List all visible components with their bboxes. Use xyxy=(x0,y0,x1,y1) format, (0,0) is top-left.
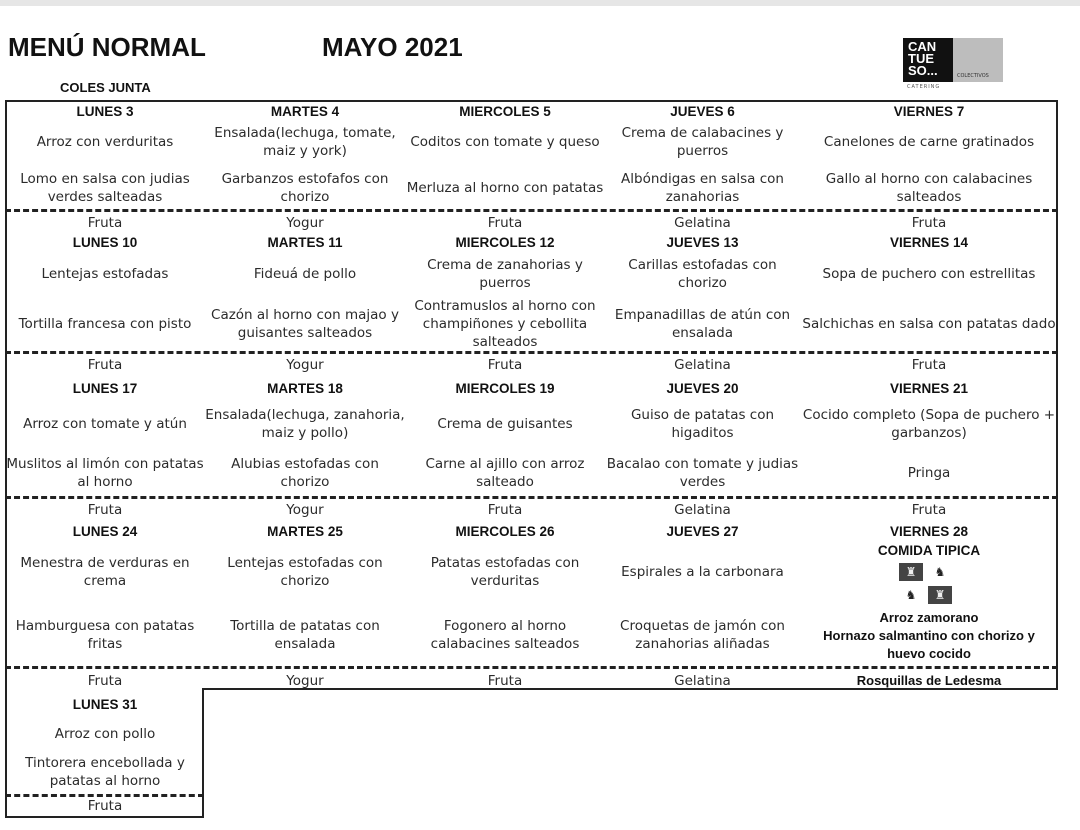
cantueso-logo xyxy=(903,38,1003,90)
second-course: Pringa xyxy=(907,465,951,481)
logo-mark xyxy=(903,38,953,82)
day-label: LUNES 24 xyxy=(72,524,138,539)
first-course: Espirales a la carbonara xyxy=(621,564,784,580)
day-label: LUNES 3 xyxy=(76,104,134,119)
dessert: Fruta xyxy=(487,502,523,518)
subtitle: COLES JUNTA xyxy=(60,80,151,95)
first-course: Crema de guisantes xyxy=(437,416,573,432)
week-separator xyxy=(5,794,204,797)
day-label: LUNES 31 xyxy=(72,697,138,712)
day-label: MIERCOLES 26 xyxy=(455,524,555,539)
second-course: Alubias estofadas con chorizo xyxy=(231,456,379,490)
first-course: Guiso de patatas con higaditos xyxy=(630,407,775,441)
day-label: LUNES 10 xyxy=(72,235,138,250)
dessert: Fruta xyxy=(87,357,123,373)
day-label: VIERNES 28 xyxy=(889,524,969,539)
dessert: Fruta xyxy=(911,502,947,518)
second-course: Salchichas en salsa con patatas dado xyxy=(802,316,1056,332)
castle-icon: ♜ xyxy=(928,586,952,604)
first-course: Arroz con tomate y atún xyxy=(23,416,187,432)
dessert: Yogur xyxy=(286,357,324,373)
logo-line: CAN xyxy=(908,39,937,54)
dessert: Fruta xyxy=(87,215,123,231)
second-course: Hornazo salmantino con chorizo y huevo cocido xyxy=(823,628,1035,661)
first-course: Fideuá de pollo xyxy=(253,266,357,282)
first-course: Lentejas estofadas con chorizo xyxy=(227,555,383,589)
second-course: Bacalao con tomate y judias verdes xyxy=(606,456,799,490)
day-label: JUEVES 20 xyxy=(666,381,739,396)
dessert: Fruta xyxy=(487,215,523,231)
dessert: Fruta xyxy=(487,357,523,373)
day-label: MARTES 4 xyxy=(270,104,340,119)
dessert: Fruta xyxy=(87,673,123,689)
dessert: Fruta xyxy=(87,798,123,814)
week-separator xyxy=(5,666,1058,669)
second-course: Fogonero al horno calabacines salteados xyxy=(430,618,580,652)
second-course: Tintorera encebollada y patatas al horno xyxy=(25,755,185,789)
dessert: Yogur xyxy=(286,215,324,231)
second-course: Carne al ajillo con arroz salteado xyxy=(425,456,585,490)
menu-title: MENÚ NORMAL xyxy=(8,32,206,62)
day-label: MIERCOLES 19 xyxy=(455,381,555,396)
dessert: Fruta xyxy=(487,673,523,689)
castle-icon: ♜ xyxy=(899,563,923,581)
second-course: Gallo al horno con calabacines salteados xyxy=(825,171,1033,205)
day-label: MIERCOLES 5 xyxy=(459,104,551,119)
week-separator xyxy=(5,351,1058,354)
week-separator xyxy=(5,496,1058,499)
first-course: Carillas estofadas con chorizo xyxy=(628,257,777,291)
day-label: JUEVES 27 xyxy=(666,524,739,539)
day-label: MIERCOLES 12 xyxy=(455,235,555,250)
second-course: Empanadillas de atún con ensalada xyxy=(614,307,791,341)
dessert: Fruta xyxy=(911,357,947,373)
second-course: Hamburguesa con patatas fritas xyxy=(15,618,195,652)
week-separator xyxy=(5,209,1058,212)
second-course: Contramuslos al horno con champiñones y cebollita salteados xyxy=(414,298,596,350)
first-course: Canelones de carne gratinados xyxy=(823,134,1035,150)
day-label: MARTES 11 xyxy=(267,235,343,250)
day-label: JUEVES 6 xyxy=(670,104,735,119)
logo-line: SO... xyxy=(908,63,938,78)
first-course: Crema de zanahorias y puerros xyxy=(427,257,583,291)
day-label: MARTES 25 xyxy=(267,524,343,539)
second-course: Cazón al horno con majao y guisantes salteados xyxy=(211,307,399,341)
dessert: Rosquillas de Ledesma xyxy=(856,673,1002,688)
first-course: Ensalada(lechuga, tomate, maiz y york) xyxy=(214,125,396,159)
dessert: Fruta xyxy=(911,215,947,231)
day-label: VIERNES 14 xyxy=(889,235,969,250)
special-title: COMIDA TIPICA xyxy=(877,543,981,558)
lion-icon: ♞ xyxy=(899,586,923,604)
first-course: Lentejas estofadas xyxy=(41,266,169,282)
first-course: Crema de calabacines y puerros xyxy=(621,125,784,159)
first-course: Cocido completo (Sopa de puchero + garbanzos) xyxy=(802,407,1056,441)
second-course: Croquetas de jamón con zanahorias aliñadas xyxy=(620,618,785,652)
day-label: VIERNES 21 xyxy=(889,381,969,396)
second-course: Tortilla francesa con pisto xyxy=(18,316,192,332)
first-course: Menestra de verduras en crema xyxy=(20,555,190,589)
first-course: Arroz con verduritas xyxy=(36,134,174,150)
day-label: LUNES 17 xyxy=(72,381,138,396)
first-course: Arroz zamorano xyxy=(879,610,979,625)
dessert: Gelatina xyxy=(674,502,731,518)
lion-icon: ♞ xyxy=(928,563,952,581)
castilla-leon-flag xyxy=(898,562,960,608)
logo-subtext: COLECTIVOS xyxy=(957,73,989,79)
first-course: Sopa de puchero con estrellitas xyxy=(822,266,1036,282)
dessert: Fruta xyxy=(87,502,123,518)
dessert: Gelatina xyxy=(674,357,731,373)
first-course: Arroz con pollo xyxy=(54,726,156,742)
day-label: VIERNES 7 xyxy=(893,104,965,119)
second-course: Garbanzos estofafos con chorizo xyxy=(221,171,389,205)
day-label: JUEVES 13 xyxy=(666,235,739,250)
first-course: Ensalada(lechuga, zanahoria, maiz y pollo) xyxy=(205,407,405,441)
second-course: Muslitos al limón con patatas al horno xyxy=(6,456,204,490)
top-bar xyxy=(0,0,1080,6)
first-course: Patatas estofadas con verduritas xyxy=(430,555,580,589)
dessert: Yogur xyxy=(286,502,324,518)
first-course: Coditos con tomate y queso xyxy=(410,134,600,150)
second-course: Merluza al horno con patatas xyxy=(406,180,604,196)
month-title: MAYO 2021 xyxy=(322,32,463,62)
dessert: Gelatina xyxy=(674,215,731,231)
dessert: Yogur xyxy=(286,673,324,689)
second-course: Albóndigas en salsa con zanahorias xyxy=(621,171,784,205)
dessert: Gelatina xyxy=(674,673,731,689)
second-course: Lomo en salsa con judias verdes salteadas xyxy=(20,171,190,205)
day-label: MARTES 18 xyxy=(267,381,343,396)
logo-line: TUE xyxy=(908,51,934,66)
logo-subtext-catering: CATERING xyxy=(907,84,941,90)
second-course: Tortilla de patatas con ensalada xyxy=(230,618,380,652)
